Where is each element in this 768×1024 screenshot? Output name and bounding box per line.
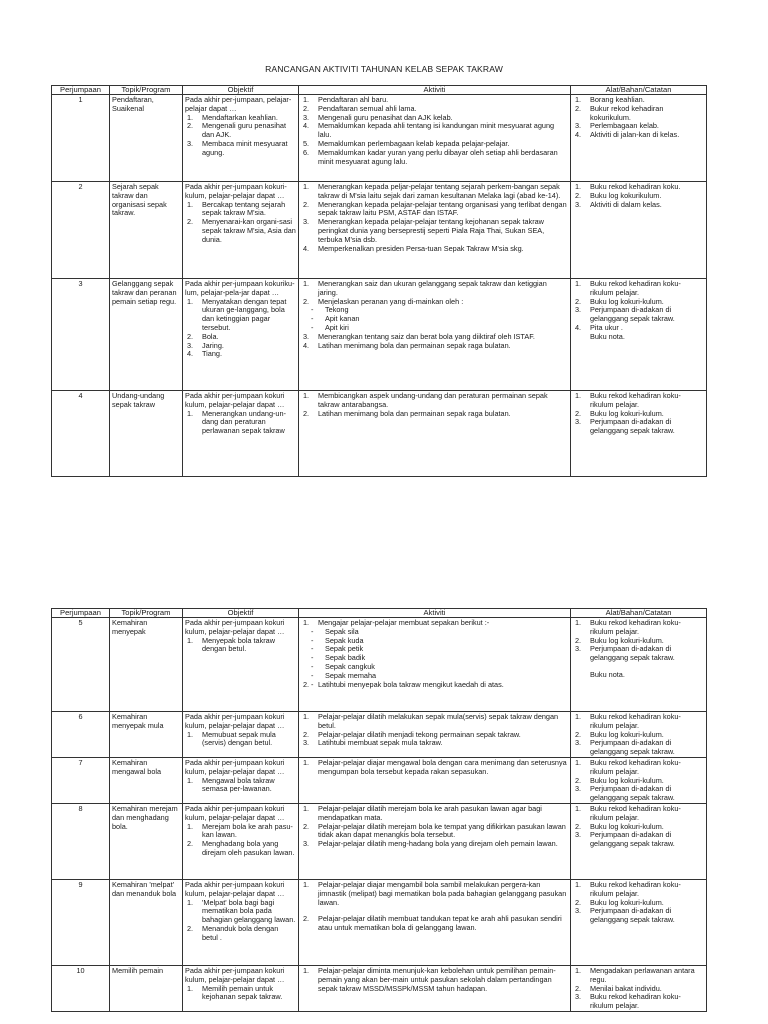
row-materials (571, 712, 707, 758)
table-row (52, 712, 707, 758)
row-objective (183, 279, 299, 391)
activity-item: 1. Membicangkan aspek undang-undang dan peraturan permainan sepak takraw antarabangsa. (303, 391, 548, 409)
table-row (52, 182, 707, 279)
material-item: 2. Buku log kokuri-kulum. (575, 729, 664, 739)
activity-item: 1. Mengajar pelajar-pelajar membuat sepakan berikut :- (303, 618, 490, 627)
row-topic: Gelanggang sepak takraw dan peranan pemain setiap regu. (110, 279, 183, 391)
header-alat: Alat/Bahan/Catatan (571, 86, 707, 95)
material-item: 1. Mengadakan perlawanan antara regu. (575, 965, 695, 984)
objective-intro: Pada akhir per-jumpaan kokuriku-lum, pelajar-pela-jar dapat … (185, 279, 295, 297)
activity-item: 3. Menerangkan tentang saiz dan berat bola yang diiktiraf oleh ISTAF. (303, 331, 535, 341)
header-aktiviti: Aktiviti (299, 86, 571, 95)
objective-intro: Pada akhir per-jumpaan kokuri kulum, pelajar-pelajar dapat … (185, 803, 285, 822)
material-item: 1. Buku rekod kehadiran koku. (575, 182, 681, 191)
material-item: 3. Perlembagaan kelab. (575, 121, 659, 131)
activity-table-2 (51, 608, 707, 1012)
row-objective (183, 803, 299, 879)
material-item: 1. Buku rekod kehadiran koku-rikulum pelajar. (575, 618, 681, 636)
material-item: 3. Perjumpaan di-adakan di gelanggang sepak takraw. (575, 305, 675, 324)
activity-subitem: - Sepak cangkuk (311, 661, 375, 671)
material-item: 2. Buku log kokurikulum. (575, 190, 662, 200)
material-item: 4. Aktiviti di jalan-kan di kelas. (575, 130, 680, 140)
row-activities (299, 182, 571, 279)
activity-subitem: - Sepak memaha (311, 670, 377, 680)
table-row (52, 879, 707, 965)
row-activities (299, 712, 571, 758)
material-item: 2. Menilai bakat individu. (575, 983, 662, 993)
activity-item: 6. Memaklumkan kadar yuran yang perlu dibayar oleh setiap ahli berdasaran minit mesyuarat agung lalu. (303, 147, 558, 166)
material-note: Buku nota. (590, 331, 625, 341)
activity-item: 2. Pendaftaran semual ahli lama. (303, 103, 417, 113)
row-number: 4 (52, 391, 110, 477)
row-materials (571, 879, 707, 965)
row-number: 5 (52, 618, 110, 712)
row-number: 10 (52, 965, 110, 1011)
objective-intro: Pada akhir per-jumpaan kokuri kulum, pelajar-pelajar dapat … (185, 618, 285, 636)
objective-intro: Pada akhir per-jumpaan kokuri kulum, pelajar-pelajar dapat … (185, 712, 285, 730)
row-number: 9 (52, 879, 110, 965)
document-title: RANCANGAN AKTIVITI TAHUNAN KELAB SEPAK TAKRAW (265, 64, 503, 74)
row-topic: Kemahiran mengawal bola (110, 757, 183, 803)
row-topic: Kemahiran menyepak (110, 618, 183, 712)
row-objective (183, 618, 299, 712)
objective-intro: Pada akhir per-jumpaan kokuri kulum, pelajar-pelajar dapat … (185, 391, 285, 409)
row-materials (571, 279, 707, 391)
row-objective (183, 712, 299, 758)
row-objective (183, 879, 299, 965)
material-item: 1. Borang keahlian. (575, 95, 645, 104)
objective-item: 1. Mengawal bola takraw semasa per-lawanan. (187, 775, 275, 794)
table-row (52, 391, 707, 477)
material-item: 3. Perjumpaan di-adakan di gelanggang sepak takraw. (575, 830, 675, 849)
row-number: 8 (52, 803, 110, 879)
header-topik: Topik/Program (110, 86, 183, 95)
objective-item: 1. Menerangkan undang-un-dang dan peraturan perlawanan sepak takraw (187, 408, 286, 436)
activity-subitem: - Tekong (311, 305, 349, 315)
material-item: 2. Buku log kokuri-kulum. (575, 897, 664, 907)
objective-item: 3. Jaring. (187, 340, 224, 350)
table-row (52, 95, 707, 182)
material-item: 2. Buku log kokuri-kulum. (575, 635, 664, 645)
activity-item: 1. Menerangkan kepada peljar-pelajar tentang sejarah perkem-bangan sepak takraw di M'sia laitu sejak dari zaman kesultanan Melaka lagi (abad ke-14). (303, 182, 561, 200)
table-row (52, 965, 707, 1011)
row-topic: Kemahiran menyepak mula (110, 712, 183, 758)
material-item: 1. Buku rekod kehadiran koku-rikulum pelajar. (575, 279, 681, 297)
activity-item: 3. Menerangkan kepada pelajar-pelajar tentang kejohanan sepak takraw peringkat dunia yang berseprestij seperti Piala Raja Thai, Sukan SEA, terbuka M'sia dsb. (303, 217, 545, 244)
objective-intro: Pada akhir per-jumpaan kokuri kulum, pelajar-pelajar dapat … (185, 757, 285, 776)
objective-item: 1. Bercakap tentang sejarah sepak takraw M'sia. (187, 199, 286, 218)
header-aktiviti: Aktiviti (299, 609, 571, 618)
row-activities (299, 879, 571, 965)
material-item: 2. Bukur rekod kehadiran kokurikulum. (575, 103, 664, 122)
table-row (52, 803, 707, 879)
objective-item: 3. Membaca minit mesyuarat agung. (187, 138, 288, 157)
table-row (52, 618, 707, 712)
material-item: 2. Buku log kokuri-kulum. (575, 821, 664, 831)
row-objective (183, 757, 299, 803)
table-header-row (52, 86, 707, 95)
activity-item: 4. Memaklumkan kepada ahli tentang isi kandungan minit mesyuarat agung lalu. (303, 121, 555, 140)
activity-item: 4. Memperkenalkan presiden Persa-tuan Sepak Takraw M'sia skg. (303, 243, 524, 253)
material-item: 1. Buku rekod kehadiran koku-rikulum pelajar. (575, 879, 681, 898)
activity-item: 1. Menerangkan saiz dan ukuran gelanggang sepak takraw dan ketiggian jaring. (303, 279, 547, 297)
activity-subitem: - Sepak kuda (311, 635, 364, 645)
header-perjumpaan: Perjumpaan (52, 609, 110, 618)
header-objektif: Objektif (183, 86, 299, 95)
activity-item: 2. Menjelaskan peranan yang di-mainkan oleh : (303, 296, 464, 306)
material-item: 1. Buku rekod kehadiran koku-rikulum pelajar. (575, 712, 681, 730)
row-number: 1 (52, 95, 110, 182)
activity-item: 1. Pelajar-pelajar diajar mengawal bola dengan cara menimang dan seterusnya mengumpan bola tersebut kepada rakan sepasukan. (303, 757, 567, 776)
row-number: 6 (52, 712, 110, 758)
activity-item: 1. Pelajar-pelajar diajar mengambil bola sambil melakukan pergera-kan jimnastik (melipat) bagi mematikan bola pada bahagian gelanggang pasukan lawan. (303, 879, 567, 907)
activity-item: 2. Pelajar-pelajar dilatih menjadi tekong permainan sepak takraw. (303, 729, 521, 739)
table-row (52, 279, 707, 391)
objective-item: 2. Menanduk bola dengan betul . (187, 923, 279, 942)
objective-intro: Pada akhir per-jumpaan kokuri kulum, pelajar-pelajar dapat … (185, 879, 285, 898)
objective-item: 2. Bola. (187, 331, 219, 341)
objective-item: 1. Menyatakan dengan tepat ukuran ge-langgang, bola dan ketinggian pagar tersebut. (187, 296, 287, 332)
objective-item: 2. Mengenali guru penasihat dan AJK. (187, 121, 286, 140)
row-activities (299, 279, 571, 391)
row-topic: Kemahiran 'melpat' dan menanduk bola (110, 879, 183, 965)
activity-subitem: - Apit kanan (311, 314, 360, 324)
objective-intro: Pada akhir per-jumpaan kokuri kulum, pelajar-pelajar dapat … (185, 965, 285, 984)
activity-item: 3. Latihtubi membuat sepak mula takraw. (303, 738, 443, 748)
material-item: 3. Perjumpaan di-adakan di gelanggang sepak takraw. (575, 784, 675, 803)
material-item: 2. Buku log kokuri-kulum. (575, 408, 664, 418)
objective-item: 2. Menyenarai-kan organi-sasi sepak takraw M'sia, Asia dan dunia. (187, 217, 296, 244)
row-topic: Kemahiran merejam dan menghadang bola. (110, 803, 183, 879)
activity-item: 2. Pelajar-pelajar dilatih membuat tandukan tepat ke arah ahli pasukan sendiri atau untuk mematikan bola di gelanggang lawan. (303, 914, 562, 933)
objective-item: 4. Tiang. (187, 349, 223, 359)
activity-item: 2. Latihan menimang bola dan permainan sepak raga bulatan. (303, 408, 511, 418)
activity-table-1 (51, 85, 707, 477)
row-objective (183, 182, 299, 279)
activity-subitem: - Apit kiri (311, 322, 349, 332)
row-activities (299, 757, 571, 803)
activity-item: 2. Pelajar-pelajar dilatih merejam bola ke tempat yang difikirkan pasukan lawan tidak akan dapat menangkis bola tersebut. (303, 821, 566, 840)
header-objektif: Objektif (183, 609, 299, 618)
activity-item: 1. Pelajar-pelajar dilatih melakukan sepak mula(servis) sepak takraw dengan betul. (303, 712, 559, 730)
material-item: 2. Buku log kokuri-kulum. (575, 775, 664, 785)
material-note: Buku nota. (590, 669, 625, 679)
row-number: 3 (52, 279, 110, 391)
header-alat: Alat/Bahan/Catatan (571, 609, 707, 618)
objective-item: 1. Merejam bola ke arah pasu-kan lawan. (187, 821, 293, 840)
objective-intro: Pada akhir per-jumpaan, pelajar-pelajar dapat … (185, 95, 292, 113)
material-item: 3. Perjumpaan di-adakan di gelanggang sepak takraw. (575, 906, 675, 925)
row-activities (299, 803, 571, 879)
material-item: 3. Perjumpaan di-adakan di gelanggang sepak takraw. (575, 417, 675, 436)
row-objective (183, 95, 299, 182)
activity-item: 4. Latihan menimang bola dan permainan sepak raga bulatan. (303, 340, 511, 350)
row-materials (571, 391, 707, 477)
row-materials (571, 95, 707, 182)
objective-item: 2. Menghadang bola yang direjam oleh pasukan lawan. (187, 839, 295, 857)
row-topic: Sejarah sepak takraw dan organisasi sepak takraw. (110, 182, 183, 279)
material-item: 3. Perjumpaan di-adakan di gelanggang sepak takraw. (575, 738, 675, 757)
objective-item: 1. Menyepak bola takraw dengan betul. (187, 635, 276, 654)
activity-subitem: - Sepak sila (311, 626, 359, 636)
material-item: 3. Perjumpaan di-adakan di gelanggang sepak takraw. (575, 644, 675, 663)
row-activities (299, 965, 571, 1011)
objective-item: 1. 'Melpat' bola bagi bagi mematikan bola pada bahagian gelanggang lawan. (187, 897, 296, 925)
row-materials (571, 803, 707, 879)
material-item: 1. Buku rekod kehadiran koku-rikulum pelajar. (575, 757, 681, 776)
table-header-row (52, 609, 707, 618)
row-materials (571, 618, 707, 712)
header-topik: Topik/Program (110, 609, 183, 618)
material-item: 2. Buku log kokuri-kulum. (575, 296, 664, 306)
activity-subitem: - Sepak petik (311, 644, 364, 654)
activity-item: 3. Mengenali guru penasihat dan AJK kelab. (303, 112, 453, 122)
row-topic: Undang-undang sepak takraw (110, 391, 183, 477)
material-item: 1. Buku rekod kehadiran koku-rikulum pelajar. (575, 391, 681, 409)
row-materials (571, 965, 707, 1011)
row-topic: Memilih pemain (110, 965, 183, 1011)
material-item: 3. Buku rekod kehadiran koku-rikulum pelajar. (575, 992, 681, 1011)
row-materials (571, 757, 707, 803)
table-row (52, 757, 707, 803)
row-number: 2 (52, 182, 110, 279)
row-activities (299, 391, 571, 477)
material-item: 4. Pita ukur . (575, 322, 623, 332)
objective-intro: Pada akhir per-jumpaan kokuri-kulum, pelajar-pelajar dapat … (185, 182, 287, 200)
header-perjumpaan: Perjumpaan (52, 86, 110, 95)
objective-item: 1. Memubuat sepak mula (servis) dengan betul. (187, 729, 276, 748)
activity-item: 1. Pelajar-pelajar dilatih merejam bola ke arah pasukan lawan agar bagi mendapatkan mata. (303, 803, 542, 822)
activity-item: 5. Memaklumkan perlembagaan kelab kepada pelajar-pelajar. (303, 138, 510, 148)
row-topic: Pendaftaran, Suaikenal (110, 95, 183, 182)
row-objective (183, 391, 299, 477)
activity-item: 2. Latihtubi menyepak bola takraw mengikut kaedah di atas. (303, 679, 504, 689)
activity-subitem: - Sepak badik (311, 653, 366, 663)
row-objective (183, 965, 299, 1011)
row-activities (299, 95, 571, 182)
row-activities: 1. Mengajar pelajar-pelajar membuat sepakan berikut :- - Sepak sila - Sepak kuda - Sepak petik - Sepak badik - Sepak cangkuk - Sepak memaha - 2. Latihtubi menyepak bola takraw mengikut kaedah di atas. (299, 618, 571, 712)
objective-item: 1. Memilih pemain untuk kejohanan sepak takraw. (187, 983, 283, 1002)
row-materials (571, 182, 707, 279)
activity-item: 3. Pelajar-pelajar dilatih meng-hadang bola yang direjam oleh pemain lawan. (303, 839, 558, 849)
objective-item: 1. Mendaftarkan keahlian. (187, 112, 278, 122)
activity-item: 2. Menerangkan kepada pelajar-pelajar tentang organisasi yang terlibat dengan sepak takraw laitu PSM, ASTAF dan ISTAF. (303, 199, 567, 218)
row-number: 7 (52, 757, 110, 803)
material-item: 1. Buku rekod kehadiran koku-rikulum pelajar. (575, 803, 681, 822)
activity-item: 1. Pendaftaran ahl baru. (303, 95, 389, 104)
activity-item: 1. Pelajar-pelajar diminta menunjuk-kan kebolehan untuk pemilihan pemain-pemain yang akan ber-main untuk pasukan sekolah dalam pertandingan sepak takraw MSSD/MSSPk/MSSM tahun hadapan. (303, 965, 556, 993)
material-item: 3. Aktiviti di dalam kelas. (575, 199, 662, 209)
